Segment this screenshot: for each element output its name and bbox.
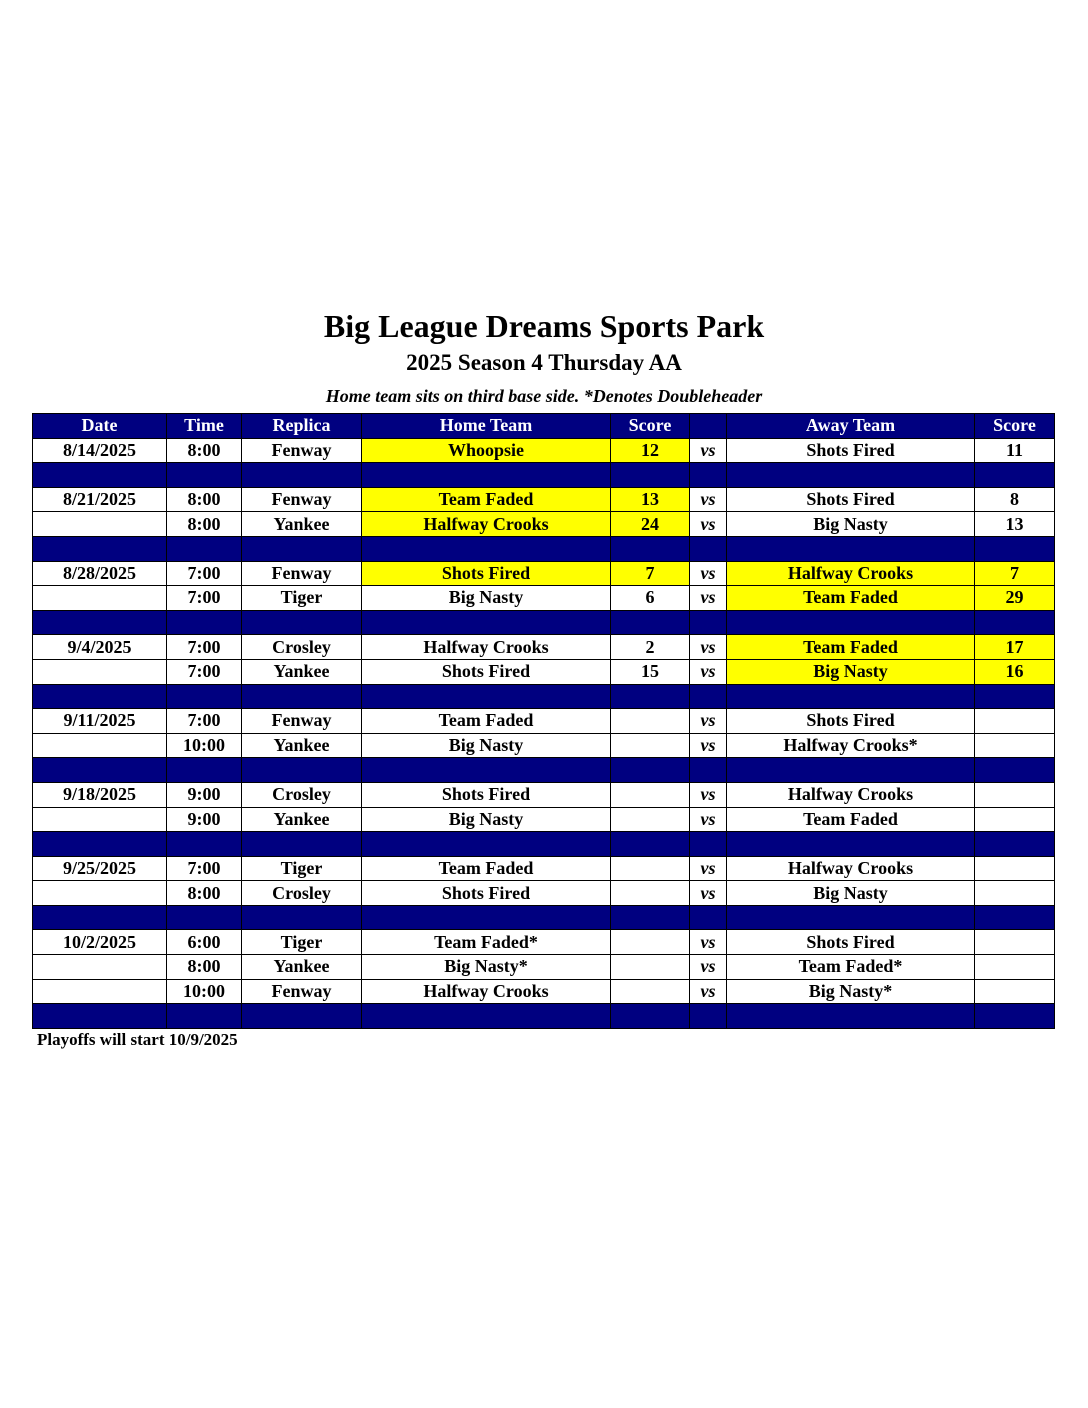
replica-cell: Fenway — [242, 438, 362, 463]
vs-cell: vs — [690, 438, 727, 463]
separator-cell — [362, 905, 611, 930]
time-cell: 7:00 — [167, 561, 242, 586]
separator-cell — [33, 758, 167, 783]
home-score-cell — [611, 955, 690, 980]
away-score-cell — [975, 979, 1055, 1004]
separator-cell — [975, 905, 1055, 930]
vs-cell: vs — [690, 635, 727, 660]
game-row — [33, 881, 1055, 906]
vs-cell: vs — [690, 856, 727, 881]
home-score-cell — [611, 881, 690, 906]
separator-cell — [362, 684, 611, 709]
replica-cell: Yankee — [242, 807, 362, 832]
separator-cell — [33, 610, 167, 635]
schedule-body — [33, 438, 1055, 1028]
home-score-cell: 12 — [611, 438, 690, 463]
vs-cell: vs — [690, 979, 727, 1004]
date-cell: 10/2/2025 — [33, 930, 167, 955]
game-row — [33, 930, 1055, 955]
date-cell: 8/14/2025 — [33, 438, 167, 463]
replica-cell: Fenway — [242, 487, 362, 512]
separator-cell — [611, 463, 690, 488]
home-team-cell: Shots Fired — [362, 561, 611, 586]
replica-cell: Yankee — [242, 659, 362, 684]
away-score-cell — [975, 709, 1055, 734]
separator-cell — [242, 905, 362, 930]
replica-cell: Yankee — [242, 512, 362, 537]
away-score-cell: 11 — [975, 438, 1055, 463]
time-cell: 8:00 — [167, 438, 242, 463]
home-team-cell: Team Faded — [362, 856, 611, 881]
away-score-cell: 7 — [975, 561, 1055, 586]
home-team-cell: Team Faded* — [362, 930, 611, 955]
separator-cell — [33, 463, 167, 488]
separator-cell — [975, 610, 1055, 635]
separator-cell — [727, 684, 975, 709]
away-score-cell — [975, 807, 1055, 832]
separator-cell — [690, 758, 727, 783]
vs-cell: vs — [690, 586, 727, 611]
separator-cell — [362, 536, 611, 561]
separator-cell — [727, 758, 975, 783]
date-cell: 9/4/2025 — [33, 635, 167, 660]
away-team-cell: Team Faded — [727, 807, 975, 832]
home-team-cell: Team Faded — [362, 487, 611, 512]
date-cell: 9/18/2025 — [33, 782, 167, 807]
separator-cell — [167, 684, 242, 709]
separator-cell — [690, 1004, 727, 1029]
vs-cell: vs — [690, 881, 727, 906]
separator-cell — [611, 1004, 690, 1029]
separator-cell — [167, 1004, 242, 1029]
separator-cell — [167, 905, 242, 930]
replica-cell: Tiger — [242, 930, 362, 955]
separator-cell — [690, 905, 727, 930]
home-score-cell — [611, 733, 690, 758]
away-team-cell: Shots Fired — [727, 487, 975, 512]
separator-cell — [975, 684, 1055, 709]
time-cell: 6:00 — [167, 930, 242, 955]
separator-cell — [242, 536, 362, 561]
header-away-score: Score — [975, 414, 1055, 439]
replica-cell: Crosley — [242, 635, 362, 660]
separator-cell — [362, 1004, 611, 1029]
schedule-note: Home team sits on third base side. *Denotes Doubleheader — [325, 386, 763, 406]
separator-cell — [727, 610, 975, 635]
home-score-cell: 24 — [611, 512, 690, 537]
home-team-cell: Shots Fired — [362, 782, 611, 807]
separator-cell — [33, 905, 167, 930]
away-team-cell: Team Faded* — [727, 955, 975, 980]
away-team-cell: Big Nasty — [727, 659, 975, 684]
header-date: Date — [33, 414, 167, 439]
separator-cell — [167, 758, 242, 783]
replica-cell: Crosley — [242, 881, 362, 906]
vs-cell: vs — [690, 807, 727, 832]
header-time: Time — [167, 414, 242, 439]
away-score-cell — [975, 733, 1055, 758]
separator-row — [33, 758, 1055, 783]
separator-cell — [242, 1004, 362, 1029]
replica-cell: Yankee — [242, 733, 362, 758]
schedule-table — [32, 413, 1055, 1029]
away-score-cell — [975, 782, 1055, 807]
home-score-cell — [611, 979, 690, 1004]
separator-cell — [690, 832, 727, 857]
date-cell — [33, 881, 167, 906]
vs-cell: vs — [690, 955, 727, 980]
date-cell: 9/11/2025 — [33, 709, 167, 734]
replica-cell: Crosley — [242, 782, 362, 807]
separator-cell — [727, 463, 975, 488]
vs-cell: vs — [690, 709, 727, 734]
away-team-cell: Team Faded — [727, 635, 975, 660]
home-team-cell: Halfway Crooks — [362, 635, 611, 660]
header-row — [33, 414, 1055, 439]
separator-cell — [975, 758, 1055, 783]
separator-cell — [727, 536, 975, 561]
separator-row — [33, 1004, 1055, 1029]
time-cell: 8:00 — [167, 881, 242, 906]
away-score-cell — [975, 930, 1055, 955]
time-cell: 8:00 — [167, 955, 242, 980]
time-cell: 7:00 — [167, 586, 242, 611]
time-cell: 7:00 — [167, 856, 242, 881]
separator-cell — [611, 610, 690, 635]
separator-row — [33, 463, 1055, 488]
time-cell: 7:00 — [167, 659, 242, 684]
replica-cell: Fenway — [242, 561, 362, 586]
game-row — [33, 807, 1055, 832]
separator-cell — [362, 758, 611, 783]
time-cell: 7:00 — [167, 709, 242, 734]
separator-cell — [33, 832, 167, 857]
separator-cell — [611, 832, 690, 857]
date-cell — [33, 979, 167, 1004]
home-team-cell: Big Nasty — [362, 586, 611, 611]
separator-cell — [611, 758, 690, 783]
away-score-cell: 16 — [975, 659, 1055, 684]
separator-cell — [975, 832, 1055, 857]
away-team-cell: Big Nasty — [727, 512, 975, 537]
away-score-cell — [975, 881, 1055, 906]
away-score-cell: 8 — [975, 487, 1055, 512]
away-team-cell: Shots Fired — [727, 709, 975, 734]
separator-cell — [242, 758, 362, 783]
away-team-cell: Big Nasty* — [727, 979, 975, 1004]
separator-cell — [33, 536, 167, 561]
separator-cell — [727, 905, 975, 930]
time-cell: 8:00 — [167, 487, 242, 512]
header-vs — [690, 414, 727, 439]
time-cell: 9:00 — [167, 782, 242, 807]
home-score-cell — [611, 709, 690, 734]
away-team-cell: Shots Fired — [727, 930, 975, 955]
away-team-cell: Halfway Crooks — [727, 856, 975, 881]
home-team-cell: Shots Fired — [362, 659, 611, 684]
game-row — [33, 782, 1055, 807]
separator-row — [33, 610, 1055, 635]
separator-row — [33, 905, 1055, 930]
game-row — [33, 561, 1055, 586]
home-team-cell: Team Faded — [362, 709, 611, 734]
separator-cell — [611, 536, 690, 561]
game-row — [33, 659, 1055, 684]
separator-cell — [242, 684, 362, 709]
away-team-cell: Halfway Crooks* — [727, 733, 975, 758]
vs-cell: vs — [690, 930, 727, 955]
game-row — [33, 586, 1055, 611]
page-title: Big League Dreams Sports Park — [323, 308, 765, 344]
game-row — [33, 856, 1055, 881]
time-cell: 10:00 — [167, 733, 242, 758]
separator-cell — [727, 1004, 975, 1029]
playoffs-note: Playoffs will start 10/9/2025 — [37, 1030, 238, 1049]
separator-cell — [362, 832, 611, 857]
date-cell — [33, 512, 167, 537]
home-team-cell: Big Nasty — [362, 733, 611, 758]
game-row — [33, 635, 1055, 660]
vs-cell: vs — [690, 659, 727, 684]
time-cell: 10:00 — [167, 979, 242, 1004]
separator-row — [33, 684, 1055, 709]
game-row — [33, 709, 1055, 734]
separator-cell — [975, 1004, 1055, 1029]
separator-cell — [611, 684, 690, 709]
date-cell: 8/28/2025 — [33, 561, 167, 586]
home-score-cell: 13 — [611, 487, 690, 512]
game-row — [33, 512, 1055, 537]
home-team-cell: Shots Fired — [362, 881, 611, 906]
home-team-cell: Whoopsie — [362, 438, 611, 463]
date-cell — [33, 955, 167, 980]
vs-cell: vs — [690, 512, 727, 537]
home-score-cell: 6 — [611, 586, 690, 611]
separator-cell — [167, 610, 242, 635]
away-team-cell: Team Faded — [727, 586, 975, 611]
vs-cell: vs — [690, 733, 727, 758]
game-row — [33, 733, 1055, 758]
replica-cell: Tiger — [242, 586, 362, 611]
home-score-cell — [611, 807, 690, 832]
away-team-cell: Big Nasty — [727, 881, 975, 906]
date-cell — [33, 586, 167, 611]
separator-cell — [690, 463, 727, 488]
date-cell — [33, 807, 167, 832]
vs-cell: vs — [690, 782, 727, 807]
home-score-cell: 7 — [611, 561, 690, 586]
header-home-team: Home Team — [362, 414, 611, 439]
vs-cell: vs — [690, 561, 727, 586]
time-cell: 8:00 — [167, 512, 242, 537]
away-team-cell: Halfway Crooks — [727, 561, 975, 586]
vs-cell: vs — [690, 487, 727, 512]
home-team-cell: Halfway Crooks — [362, 979, 611, 1004]
replica-cell: Tiger — [242, 856, 362, 881]
separator-cell — [727, 832, 975, 857]
header-away-team: Away Team — [727, 414, 975, 439]
date-cell: 9/25/2025 — [33, 856, 167, 881]
separator-cell — [167, 536, 242, 561]
away-team-cell: Shots Fired — [727, 438, 975, 463]
home-score-cell — [611, 930, 690, 955]
separator-cell — [362, 463, 611, 488]
home-team-cell: Halfway Crooks — [362, 512, 611, 537]
replica-cell: Fenway — [242, 979, 362, 1004]
separator-cell — [690, 536, 727, 561]
away-team-cell: Halfway Crooks — [727, 782, 975, 807]
separator-cell — [242, 832, 362, 857]
separator-cell — [975, 536, 1055, 561]
away-score-cell: 17 — [975, 635, 1055, 660]
game-row — [33, 979, 1055, 1004]
home-score-cell: 15 — [611, 659, 690, 684]
home-team-cell: Big Nasty* — [362, 955, 611, 980]
home-score-cell: 2 — [611, 635, 690, 660]
separator-cell — [242, 610, 362, 635]
page-subtitle: 2025 Season 4 Thursday AA — [406, 350, 682, 375]
separator-cell — [975, 463, 1055, 488]
separator-cell — [33, 1004, 167, 1029]
date-cell — [33, 659, 167, 684]
game-row — [33, 438, 1055, 463]
time-cell: 7:00 — [167, 635, 242, 660]
date-cell — [33, 733, 167, 758]
separator-cell — [690, 684, 727, 709]
separator-cell — [690, 610, 727, 635]
away-score-cell: 13 — [975, 512, 1055, 537]
home-score-cell — [611, 856, 690, 881]
home-score-cell — [611, 782, 690, 807]
game-row — [33, 487, 1055, 512]
separator-cell — [167, 463, 242, 488]
separator-row — [33, 832, 1055, 857]
replica-cell: Yankee — [242, 955, 362, 980]
separator-cell — [33, 684, 167, 709]
header-replica: Replica — [242, 414, 362, 439]
game-row — [33, 955, 1055, 980]
separator-cell — [611, 905, 690, 930]
separator-row — [33, 536, 1055, 561]
separator-cell — [362, 610, 611, 635]
home-team-cell: Big Nasty — [362, 807, 611, 832]
replica-cell: Fenway — [242, 709, 362, 734]
header-home-score: Score — [611, 414, 690, 439]
date-cell: 8/21/2025 — [33, 487, 167, 512]
separator-cell — [242, 463, 362, 488]
away-score-cell — [975, 856, 1055, 881]
away-score-cell — [975, 955, 1055, 980]
separator-cell — [167, 832, 242, 857]
time-cell: 9:00 — [167, 807, 242, 832]
away-score-cell: 29 — [975, 586, 1055, 611]
